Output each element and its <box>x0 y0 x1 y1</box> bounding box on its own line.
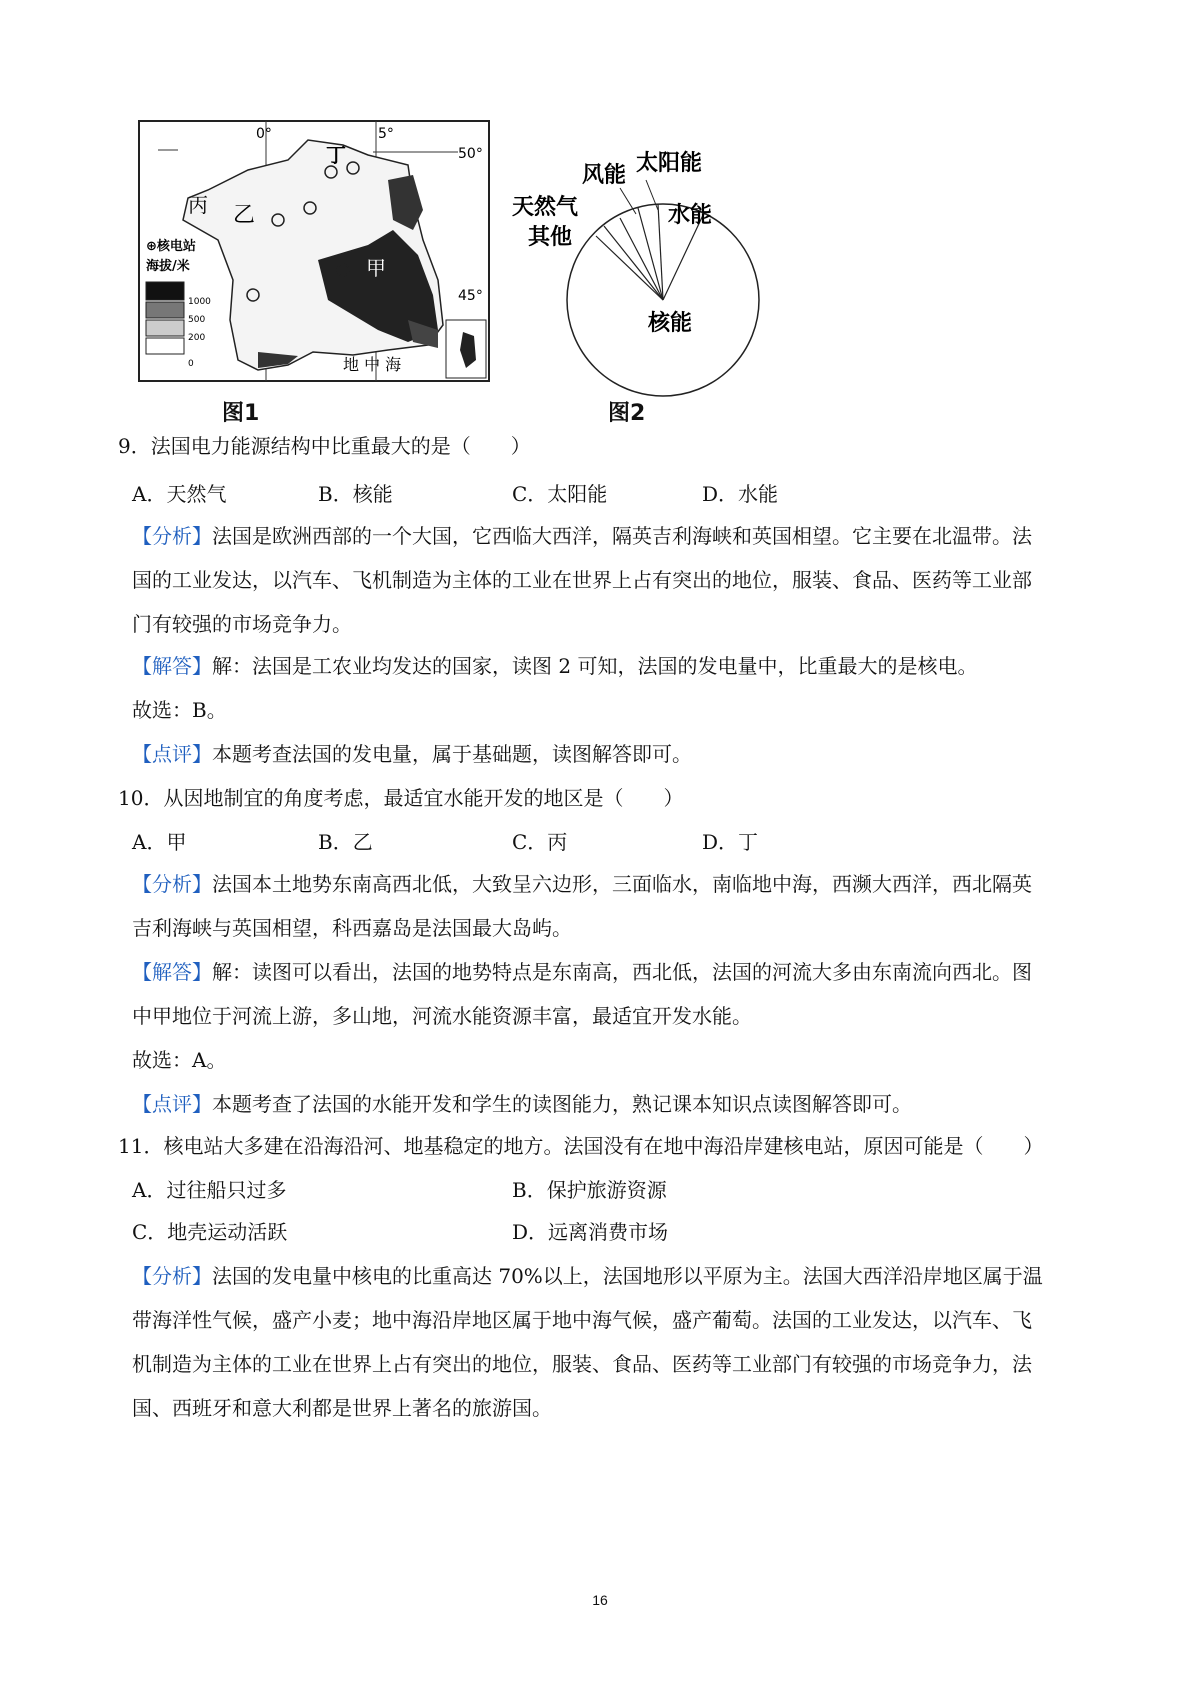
q9-answer-tag: 【解答】 <box>132 654 212 678</box>
q11-analysis-line-2: 带海洋性气候，盛产小麦；地中海沿岸地区属于地中海气候，盛产葡萄。法国的工业发达，以汽车、飞 <box>132 1308 1032 1332</box>
q10-answer-tag: 【解答】 <box>132 960 212 984</box>
label-wind: 风能 <box>582 163 627 188</box>
q11-option-b: B．保护旅游资源 <box>512 1178 667 1202</box>
q9-option-b: B．核能 <box>318 482 393 506</box>
q10-analysis-line-1: 【分析】法国本土地势东南高西北低，大致呈六边形，三面临水，南临地中海，西濒大西洋，西北隔英 <box>132 872 1032 896</box>
lon0-label: 0° <box>256 126 272 142</box>
legend-level-200: 200 <box>188 333 206 343</box>
jia-label: 甲 <box>366 256 386 280</box>
q11-analysis-line-4: 国、西班牙和意大利都是世界上著名的旅游国。 <box>132 1396 552 1420</box>
q9-option-c: C．太阳能 <box>512 482 608 506</box>
sea-label: 地 中 海 <box>343 355 402 374</box>
q10-answer-line-1: 【解答】解：读图可以看出，法国的地势特点是东南高，西北低，法国的河流大多由东南流向西北。图 <box>132 960 1032 984</box>
q11-option-c: C．地壳运动活跃 <box>132 1220 288 1244</box>
q10-analysis-tag: 【分析】 <box>132 872 212 896</box>
q10-stem: 10．从因地制宜的角度考虑，最适宜水能开发的地区是（ ） <box>118 786 684 810</box>
legend-subtitle: 海拔/米 <box>146 259 190 274</box>
q11-option-d: D．远离消费市场 <box>512 1220 669 1244</box>
q10-option-b: B．乙 <box>318 830 373 854</box>
q9-analysis-tag: 【分析】 <box>132 524 212 548</box>
figure1-map <box>138 120 490 382</box>
q10-comment-tag: 【点评】 <box>132 1092 212 1116</box>
q10-option-d: D．丁 <box>702 830 759 854</box>
label-nuclear: 核能 <box>648 311 693 336</box>
figure1-caption: 图1 <box>222 401 260 426</box>
q9-choice: 故选：B。 <box>132 698 227 722</box>
page-number: 16 <box>592 1592 608 1608</box>
q9-analysis-line-2: 国的工业发达，以汽车、飞机制造为主体的工业在世界上占有突出的地位，服装、食品、医药等工业部 <box>132 568 1032 592</box>
q11-stem: 11．核电站大多建在沿海沿河、地基稳定的地方。法国没有在地中海沿岸建核电站，原因可能是（ ） <box>118 1134 1044 1158</box>
q9-option-a: A．天然气 <box>132 482 227 506</box>
q11-option-a: A．过往船只过多 <box>132 1178 287 1202</box>
yi-label: 乙 <box>233 203 256 228</box>
q11-analysis-line-1: 【分析】法国的发电量中核电的比重高达 70%以上，法国地形以平原为主。法国大西洋沿岸地区属于温 <box>132 1264 1043 1288</box>
q10-answer-line-2: 中甲地位于河流上游，多山地，河流水能资源丰富，最适宜开发水能。 <box>132 1004 752 1028</box>
q11-analysis-tag: 【分析】 <box>132 1264 212 1288</box>
label-gas: 天然气 <box>512 195 579 220</box>
q10-choice: 故选：A。 <box>132 1048 227 1072</box>
q9-comment-tag: 【点评】 <box>132 742 212 766</box>
q11-analysis-line-3: 机制造为主体的工业在世界上占有突出的地位，服装、食品、医药等工业部门有较强的市场竞争力，法 <box>132 1352 1032 1376</box>
q9-analysis-line-1: 【分析】法国是欧洲西部的一个大国，它西临大西洋，隔英吉利海峡和英国相望。它主要在北温带。法 <box>132 524 1032 548</box>
q9-comment: 【点评】本题考查法国的发电量，属于基础题，读图解答即可。 <box>132 742 692 766</box>
q10-option-c: C．丙 <box>512 830 568 854</box>
q10-comment: 【点评】本题考查了法国的水能开发和学生的读图能力，熟记课本知识点读图解答即可。 <box>132 1092 912 1116</box>
q10-option-a: A．甲 <box>132 830 187 854</box>
label-hydro: 水能 <box>668 203 713 228</box>
q10-analysis-line-2: 吉利海峡与英国相望，科西嘉岛是法国最大岛屿。 <box>132 916 572 940</box>
bing-label: 丙 <box>188 193 208 217</box>
lon5-label: 5° <box>378 126 394 142</box>
legend-level-500: 500 <box>188 315 206 325</box>
figure2-pie <box>508 140 788 400</box>
q9-analysis-line-3: 门有较强的市场竞争力。 <box>132 612 352 636</box>
label-other: 其他 <box>528 225 573 250</box>
q9-stem: 9．法国电力能源结构中比重最大的是（ ） <box>118 434 531 458</box>
q9-answer: 【解答】解：法国是工农业均发达的国家，读图 2 可知，法国的发电量中，比重最大的是核电。 <box>132 654 978 678</box>
label-solar: 太阳能 <box>636 151 703 176</box>
lat50-label: 50° <box>458 146 483 162</box>
q9-option-d: D．水能 <box>702 482 779 506</box>
ding-label: 丁 <box>326 143 346 167</box>
legend-level-1000: 1000 <box>188 297 211 307</box>
lat45-label: 45° <box>458 288 483 304</box>
legend-level-0: 0 <box>188 359 194 369</box>
legend-title: ⊕核电站 <box>146 239 196 254</box>
figure2-caption: 图2 <box>608 401 646 426</box>
